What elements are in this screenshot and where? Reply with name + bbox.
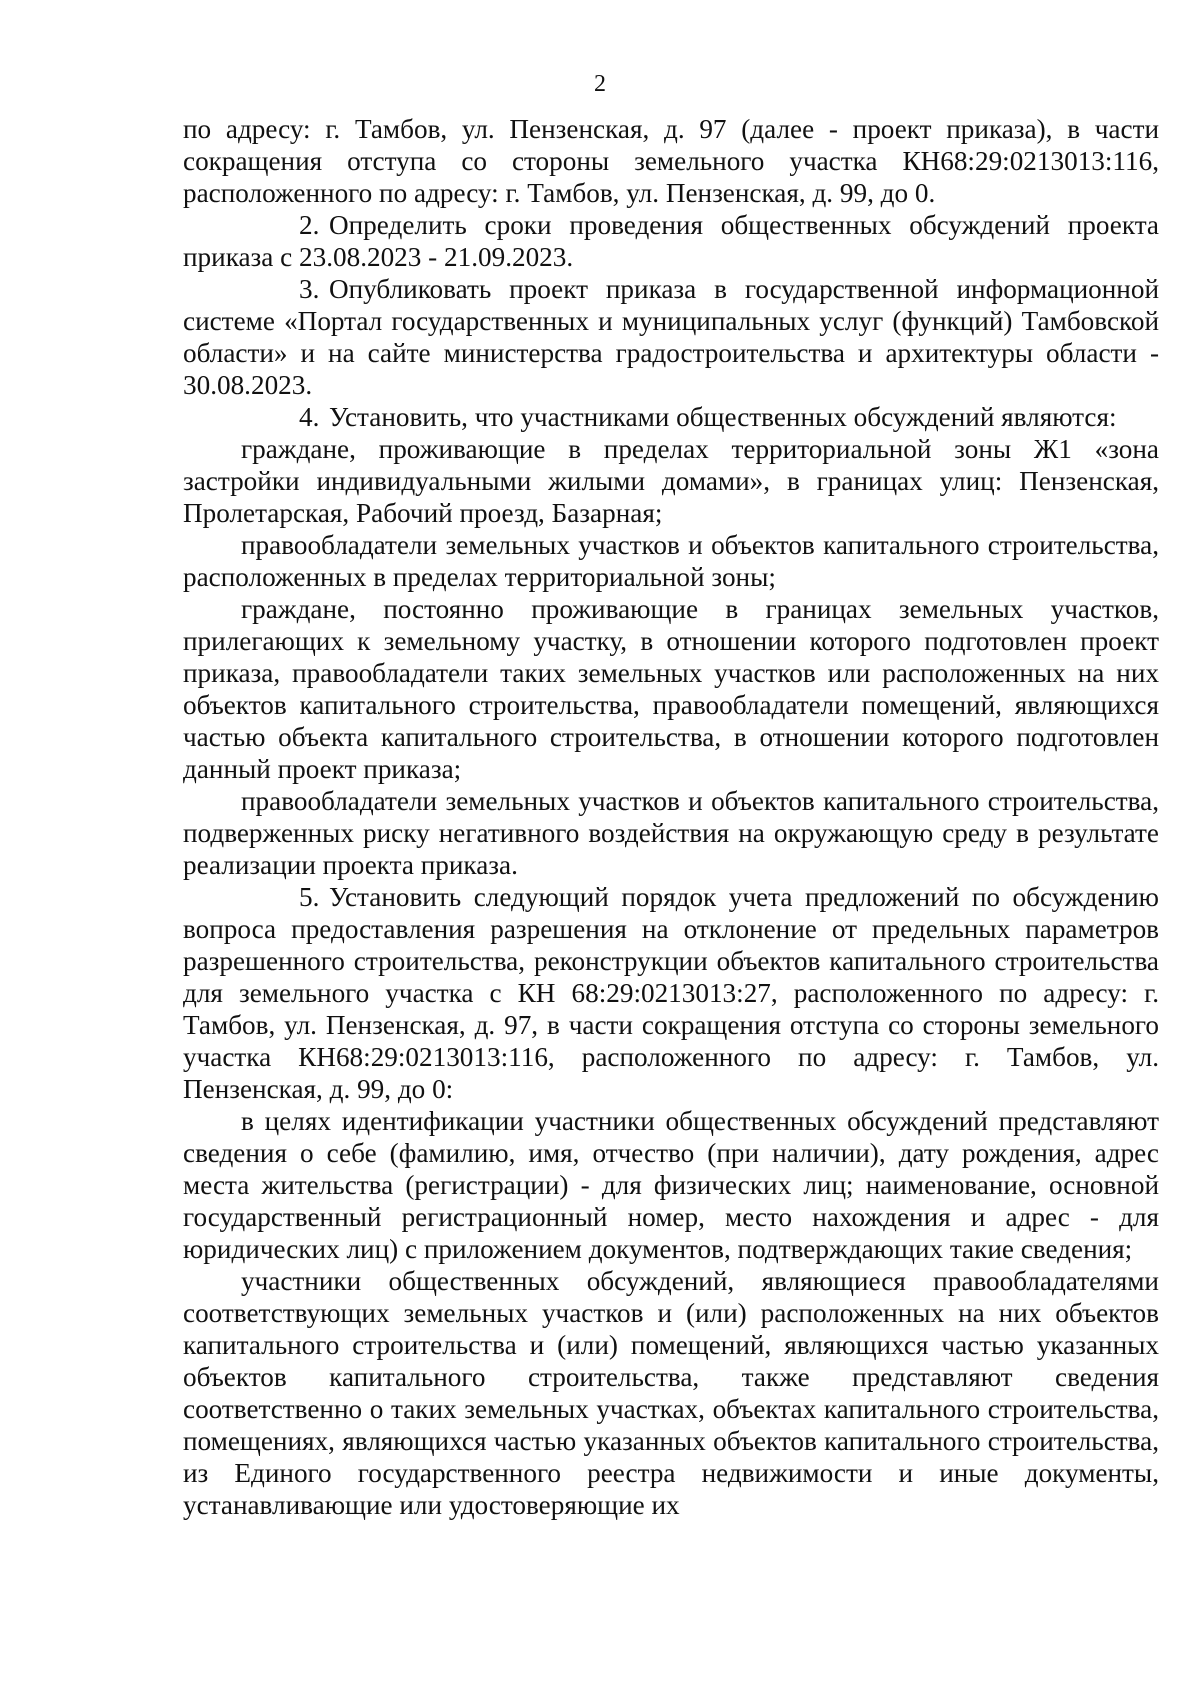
paragraph-identification: в целях идентификации участники общественных обсуждений представляют сведения о себе (фамилию, имя, отчество (при наличии), дату рождения, адрес места жительства (регистрации) - для физических лиц; наименование, основной государственный регистрационный номер, место нахождения и адрес - для юридических лиц) с приложением документов, подтверждающих такие сведения;: [183, 1106, 1159, 1264]
paragraph-participants-owners: правообладатели земельных участков и объектов капитального строительства, расположенных в пределах территориальной зоны;: [183, 530, 1159, 592]
paragraph-item-3: [183, 273, 1159, 401]
item-number: 4.: [299, 402, 320, 432]
item-number: 2.: [299, 210, 320, 240]
paragraph-participants-residents: граждане, проживающие в пределах территориальной зоны Ж1 «зона застройки индивидуальными жилыми домами», в границах улиц: Пензенская, Пролетарская, Рабочий проезд, Базарная;: [183, 434, 1159, 528]
paragraph-item-5: [183, 881, 1159, 1105]
document-body: [183, 113, 1159, 1521]
item-text: Установить, что участниками общественных обсуждений являются:: [329, 402, 1117, 432]
paragraph-rightholders: участники общественных обсуждений, являющиеся правообладателями соответствующих земельных участков и (или) расположенных на них объектов капитального строительства и (или) помещений, являющихся частью указанных объектов капитального строительства, также представляют сведения соответственно о таких земельных участках, объектах капитального строительства, помещениях, являющихся частью указанных объектов капитального строительства, из Единого государственного реестра недвижимости и иные документы, устанавливающие или удостоверяющие их: [183, 1266, 1159, 1520]
item-text: Определить сроки проведения общественных обсуждений проекта приказа с 23.08.2023 - 21.09.2023.: [183, 210, 1159, 272]
paragraph-continuation: по адресу: г. Тамбов, ул. Пензенская, д. 97 (далее - проект приказа), в части сокращения отступа со стороны земельного участка КН68:29:0213013:116, расположенного по адресу: г. Тамбов, ул. Пензенская, д. 99, до 0.: [183, 114, 1159, 208]
item-number: 5.: [299, 882, 320, 912]
paragraph-item-2: [183, 209, 1159, 273]
page-number: 2: [594, 71, 606, 97]
item-number: 3.: [299, 274, 320, 304]
paragraph-participants-adjacent: граждане, постоянно проживающие в границах земельных участков, прилегающих к земельному участку, в отношении которого подготовлен проект приказа, правообладатели таких земельных участков или расположенных на них объектов капитального строительства, правообладатели помещений, являющихся частью объекта капитального строительства, в отношении которого подготовлен данный проект приказа;: [183, 594, 1159, 784]
item-text: Опубликовать проект приказа в государственной информационной системе «Портал государственных и муниципальных услуг (функций) Тамбовской области» и на сайте министерства градостроительства и архитектуры области - 30.08.2023.: [183, 274, 1159, 400]
paragraph-item-4: [183, 401, 1159, 433]
item-text: Установить следующий порядок учета предложений по обсуждению вопроса предоставления разрешения на отклонение от предельных параметров разрешенного строительства, реконструкции объектов капитального строительства для земельного участка с КН 68:29:0213013:27, расположенного по адресу: г. Тамбов, ул. Пензенская, д. 97, в части сокращения отступа со стороны земельного участка КН68:29:0213013:116, расположенного по адресу: г. Тамбов, ул. Пензенская, д. 99, до 0:: [183, 882, 1159, 1104]
paragraph-participants-risk: правообладатели земельных участков и объектов капитального строительства, подверженных риску негативного воздействия на окружающую среду в результате реализации проекта приказа.: [183, 786, 1159, 880]
